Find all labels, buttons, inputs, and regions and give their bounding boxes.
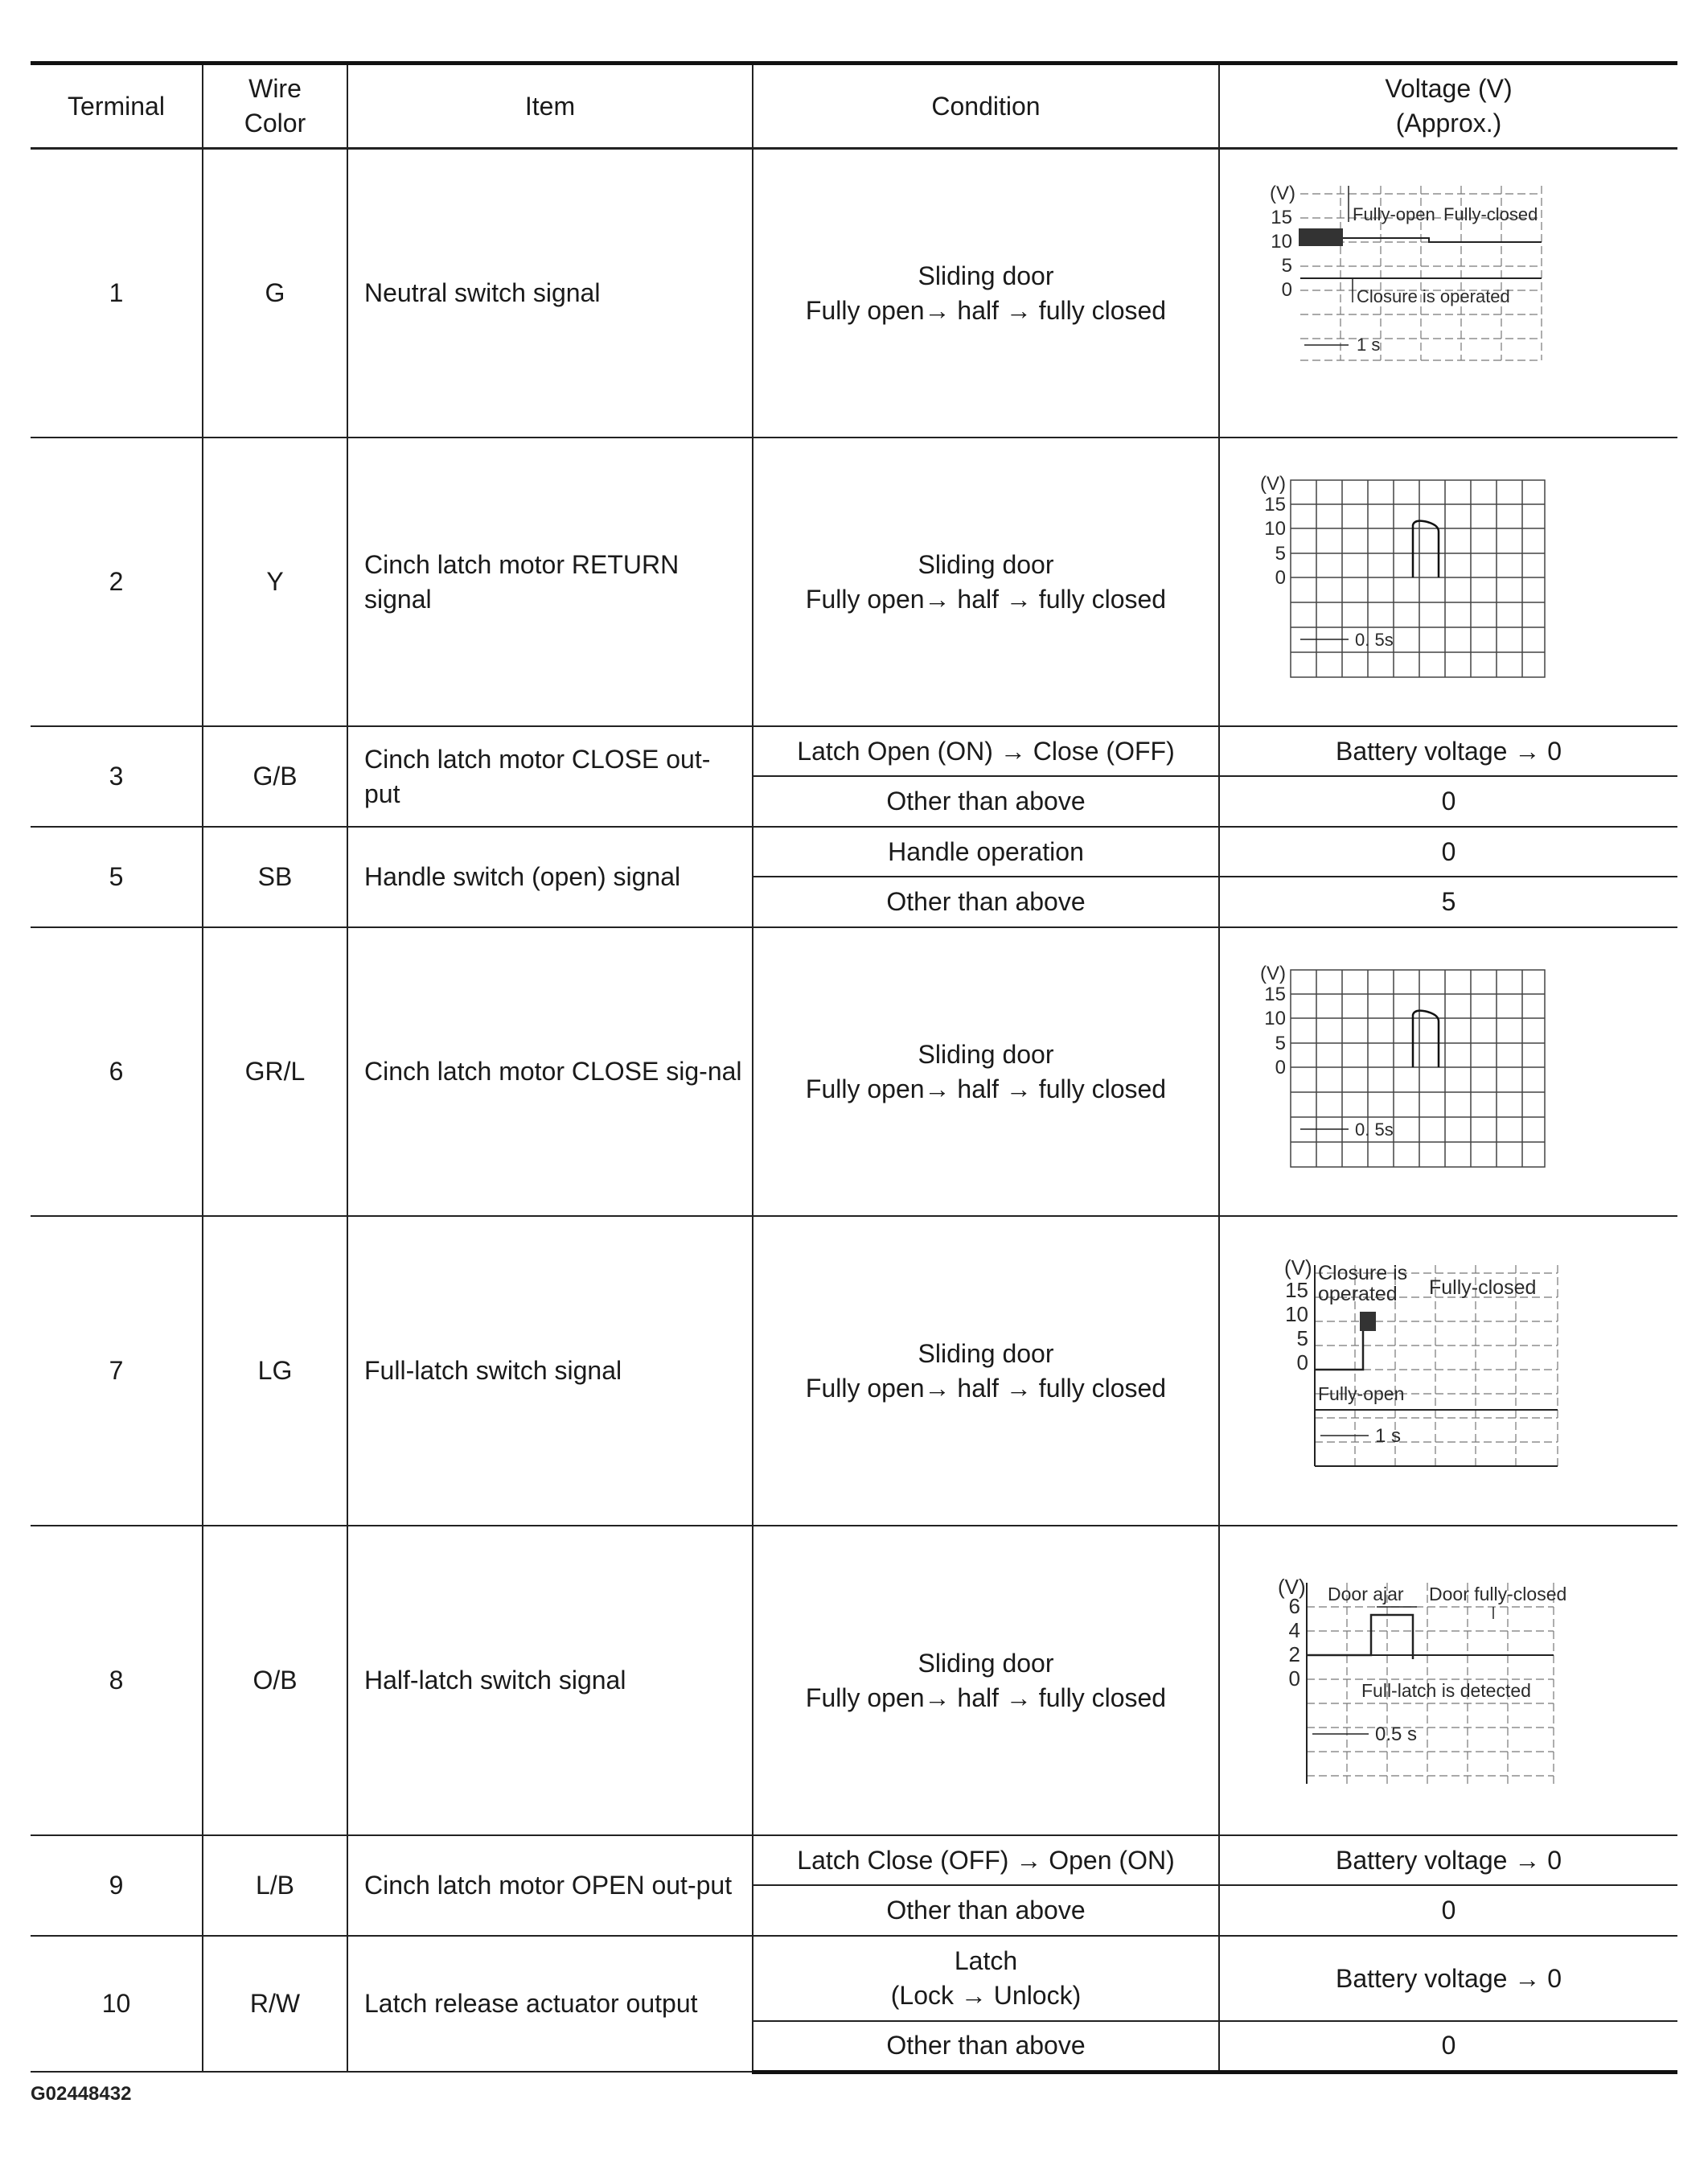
condition-cell: Sliding door Fully open→ half → fully closed xyxy=(753,438,1219,726)
state-label: Fully-closed xyxy=(1443,204,1538,224)
item-cell: Cinch latch motor OPEN out-put xyxy=(347,1835,753,1936)
condition-cell: Other than above xyxy=(753,1885,1219,1936)
table-row xyxy=(31,1216,1677,1526)
y-tick-label: 10 xyxy=(1264,518,1286,540)
wire-color-cell: O/B xyxy=(203,1526,347,1835)
y-tick-label: 10 xyxy=(1264,1008,1286,1029)
terminal-cell: 7 xyxy=(31,1216,203,1526)
y-tick-label: 0 xyxy=(1288,1666,1300,1691)
time-scale-label: 1 s xyxy=(1375,1425,1402,1447)
header-condition: Condition xyxy=(753,64,1219,149)
condition-cell: Other than above xyxy=(753,877,1219,927)
wire-color-cell: GR/L xyxy=(203,927,347,1216)
voltage-cell: 0 xyxy=(1219,776,1677,827)
voltage-scope-cell xyxy=(1219,1216,1677,1526)
y-unit-label: (V) xyxy=(1260,473,1286,495)
header-voltage: Voltage (V) (Approx.) xyxy=(1219,64,1677,149)
voltage-cell: 0 xyxy=(1219,2021,1677,2072)
y-tick-label: 5 xyxy=(1296,1326,1308,1350)
item-cell: Cinch latch motor CLOSE out-put xyxy=(347,726,753,827)
condition-cell: Sliding door Fully open→ half → fully closed xyxy=(753,1526,1219,1835)
table-row xyxy=(31,149,1677,438)
voltage-cell: Battery voltage → 0 xyxy=(1219,726,1677,776)
voltage-cell: Battery voltage → 0 xyxy=(1219,1936,1677,2021)
voltage-cell: 0 xyxy=(1219,1885,1677,1936)
condition-cell: Sliding door Fully open→ half → fully closed xyxy=(753,927,1219,1216)
table-row xyxy=(31,438,1677,726)
y-unit-label: (V) xyxy=(1284,1255,1312,1280)
item-cell: Cinch latch motor RETURN signal xyxy=(347,438,753,726)
y-tick-label: 15 xyxy=(1285,1278,1308,1302)
close-signal-waveform xyxy=(1228,928,1686,1215)
time-scale-label: 0.5 s xyxy=(1375,1723,1418,1745)
terminal-cell: 8 xyxy=(31,1526,203,1835)
terminal-cell: 9 xyxy=(31,1835,203,1936)
terminal-cell: 1 xyxy=(31,149,203,438)
y-tick-label: 10 xyxy=(1285,1302,1308,1326)
voltage-scope-cell xyxy=(1219,927,1677,1216)
y-unit-label: (V) xyxy=(1270,183,1295,204)
condition-cell: Sliding door Fully open→ half → fully closed xyxy=(753,149,1219,438)
header-row xyxy=(31,64,1677,149)
condition-cell: Sliding door Fully open→ half → fully closed xyxy=(753,1216,1219,1526)
y-tick-label: 0 xyxy=(1275,1057,1286,1078)
voltage-cell: 5 xyxy=(1219,877,1677,927)
wire-color-cell: SB xyxy=(203,827,347,927)
item-cell: Full-latch switch signal xyxy=(347,1216,753,1526)
y-tick-label: 0 xyxy=(1281,279,1292,301)
state-label: Fully-open xyxy=(1318,1383,1405,1404)
voltage-cell: 0 xyxy=(1219,827,1677,877)
figure-id: G02448432 xyxy=(31,2083,132,2105)
state-label: Door fully-closed xyxy=(1429,1584,1567,1604)
y-tick-label: 10 xyxy=(1271,231,1292,253)
terminal-cell: 3 xyxy=(31,726,203,827)
y-tick-label: 15 xyxy=(1264,494,1286,516)
event-label: operated xyxy=(1318,1283,1398,1305)
condition-cell: Other than above xyxy=(753,2021,1219,2072)
table-row xyxy=(31,827,1677,877)
terminal-voltage-table xyxy=(31,61,1677,2074)
table-row xyxy=(31,927,1677,1216)
item-cell: Cinch latch motor CLOSE sig-nal xyxy=(347,927,753,1216)
time-scale-label: 0. 5s xyxy=(1355,1120,1394,1140)
wire-color-cell: LG xyxy=(203,1216,347,1526)
y-unit-label: (V) xyxy=(1260,963,1286,984)
condition-cell: Other than above xyxy=(753,776,1219,827)
wire-color-cell: G/B xyxy=(203,726,347,827)
event-label: Full-latch is detected xyxy=(1361,1680,1531,1701)
voltage-scope-cell xyxy=(1219,149,1677,438)
terminal-cell: 2 xyxy=(31,438,203,726)
item-cell: Latch release actuator output xyxy=(347,1936,753,2072)
y-tick-label: 5 xyxy=(1275,1033,1286,1054)
table-row xyxy=(31,1936,1677,2021)
terminal-cell: 6 xyxy=(31,927,203,1216)
header-terminal: Terminal xyxy=(31,64,203,149)
time-scale-label: 1 s xyxy=(1357,335,1381,355)
wire-color-cell: Y xyxy=(203,438,347,726)
voltage-cell: Battery voltage → 0 xyxy=(1219,1835,1677,1885)
neutral-switch-waveform xyxy=(1228,150,1686,437)
y-tick-label: 0 xyxy=(1275,567,1286,589)
condition-cell: Latch Close (OFF) → Open (ON) xyxy=(753,1835,1219,1885)
event-label: Closure is operated xyxy=(1357,286,1510,306)
full-latch-waveform xyxy=(1228,1217,1686,1525)
y-tick-label: 5 xyxy=(1281,255,1292,277)
state-label: Fully-open xyxy=(1353,204,1435,224)
y-unit-label: (V) xyxy=(1278,1575,1306,1599)
wire-color-cell: G xyxy=(203,149,347,438)
item-cell: Neutral switch signal xyxy=(347,149,753,438)
terminal-cell: 5 xyxy=(31,827,203,927)
event-label: Closure is xyxy=(1318,1262,1408,1284)
wire-color-cell: R/W xyxy=(203,1936,347,2072)
state-label: Door ajar xyxy=(1328,1584,1404,1604)
table-row xyxy=(31,1526,1677,1835)
y-tick-label: 4 xyxy=(1288,1618,1300,1642)
condition-cell: Latch Open (ON) → Close (OFF) xyxy=(753,726,1219,776)
table-row xyxy=(31,726,1677,776)
half-latch-waveform xyxy=(1228,1526,1686,1834)
y-tick-label: 2 xyxy=(1288,1642,1300,1666)
header-item: Item xyxy=(347,64,753,149)
condition-cell: Handle operation xyxy=(753,827,1219,877)
time-scale-label: 0. 5s xyxy=(1355,630,1394,650)
item-cell: Handle switch (open) signal xyxy=(347,827,753,927)
wire-color-cell: L/B xyxy=(203,1835,347,1936)
table-row xyxy=(31,1835,1677,1885)
y-tick-label: 15 xyxy=(1271,207,1292,228)
state-label: Fully-closed xyxy=(1429,1276,1537,1299)
item-cell: Half-latch switch signal xyxy=(347,1526,753,1835)
voltage-scope-cell xyxy=(1219,438,1677,726)
condition-cell: Latch (Lock → Unlock) xyxy=(753,1936,1219,2021)
y-tick-label: 0 xyxy=(1296,1350,1308,1374)
return-signal-waveform xyxy=(1228,438,1686,725)
y-tick-label: 6 xyxy=(1288,1594,1300,1618)
terminal-cell: 10 xyxy=(31,1936,203,2072)
y-tick-label: 5 xyxy=(1275,543,1286,565)
header-wire-color: Wire Color xyxy=(203,64,347,149)
voltage-scope-cell xyxy=(1219,1526,1677,1835)
y-tick-label: 15 xyxy=(1264,984,1286,1005)
